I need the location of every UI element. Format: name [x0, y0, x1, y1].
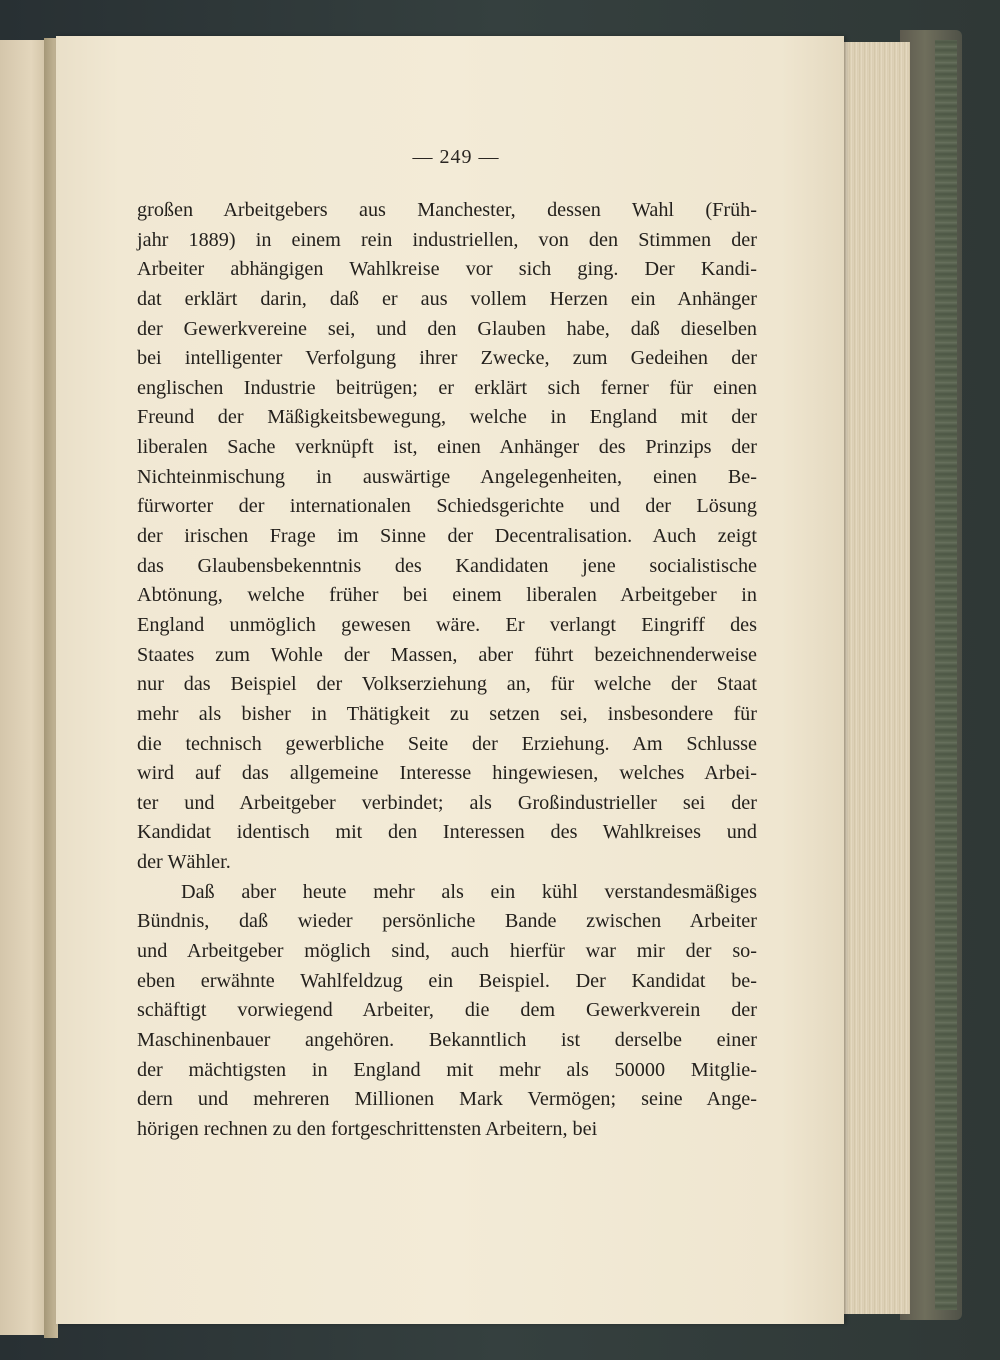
text-line: dern und mehreren Millionen Mark Vermögen; seine Ange-: [137, 1088, 757, 1111]
page-edges-stack: [838, 42, 910, 1314]
text-line: englischen Industrie beitrügen; er erklärt sich ferner für einen: [137, 376, 757, 399]
text-line: Freund der Mäßigkeitsbewegung, welche in England mit der: [137, 406, 757, 429]
text-line: schäftigt vorwiegend Arbeiter, die dem Gewerkverein der: [137, 999, 757, 1022]
text-line: der mächtigsten in England mit mehr als 50000 Mitglie-: [137, 1058, 757, 1081]
text-line: fürworter der internationalen Schiedsgerichte und der Lösung: [137, 495, 757, 518]
text-line: und Arbeitgeber möglich sind, auch hierfür war mir der so-: [137, 940, 757, 963]
page-number: — 249 —: [412, 146, 500, 168]
text-line: die technisch gewerbliche Seite der Erziehung. Am Schlusse: [137, 732, 757, 755]
text-line: Nichteinmischung in auswärtige Angelegenheiten, einen Be-: [137, 465, 757, 488]
text-line: der irischen Frage im Sinne der Decentralisation. Auch zeigt: [137, 525, 757, 548]
text-line: Staates zum Wohle der Massen, aber führt bezeichnenderweise: [137, 643, 757, 666]
text-line: Bündnis, daß wieder persönliche Bande zwischen Arbeiter: [137, 910, 757, 933]
text-line: jahr 1889) in einem rein industriellen, von den Stimmen der: [137, 228, 757, 251]
text-line: hörigen rechnen zu den fortgeschrittensten Arbeitern, bei: [137, 1117, 598, 1140]
text-line: Abtönung, welche früher bei einem liberalen Arbeitgeber in: [137, 584, 757, 607]
text-line: dat erklärt darin, daß er aus vollem Herzen ein Anhänger: [137, 287, 757, 310]
text-line: nur das Beispiel der Volkserziehung an, für welche der Staat: [137, 673, 757, 696]
text-line: Arbeiter abhängigen Wahlkreise vor sich ging. Der Kandi-: [137, 258, 757, 281]
paragraph: [137, 196, 757, 878]
text-line: England unmöglich gewesen wäre. Er verlangt Eingriff des: [137, 613, 757, 636]
text-line: der Gewerkvereine sei, und den Glauben habe, daß dieselben: [137, 317, 757, 340]
text-line: Daß aber heute mehr als ein kühl verstandesmäßiges: [181, 880, 757, 903]
text-line: das Glaubensbekenntnis des Kandidaten jene socialistische: [137, 554, 757, 577]
text-line: mehr als bisher in Thätigkeit zu setzen sei, insbesondere für: [137, 702, 757, 725]
text-line: liberalen Sache verknüpft ist, einen Anhänger des Prinzips der: [137, 436, 757, 459]
text-line: Kandidat identisch mit den Interessen des Wahlkreises und: [137, 821, 757, 844]
text-line: ter und Arbeitgeber verbindet; als Großindustrieller sei der: [137, 791, 757, 814]
text-line: bei intelligenter Verfolgung ihrer Zwecke, zum Gedeihen der: [137, 347, 757, 370]
book-page: [56, 36, 844, 1324]
text-line: Maschinenbauer angehören. Bekanntlich ist derselbe einer: [137, 1028, 757, 1051]
text-line: der Wähler.: [137, 851, 231, 874]
text-line: wird auf das allgemeine Interesse hingewiesen, welches Arbei-: [137, 762, 757, 785]
paragraph: [137, 878, 757, 1145]
text-line: großen Arbeitgebers aus Manchester, dessen Wahl (Früh-: [137, 199, 757, 221]
body-text: [137, 196, 757, 1145]
book-cover-edge: [935, 40, 957, 1310]
text-line: eben erwähnte Wahlfeldzug ein Beispiel. Der Kandidat be-: [137, 969, 757, 992]
